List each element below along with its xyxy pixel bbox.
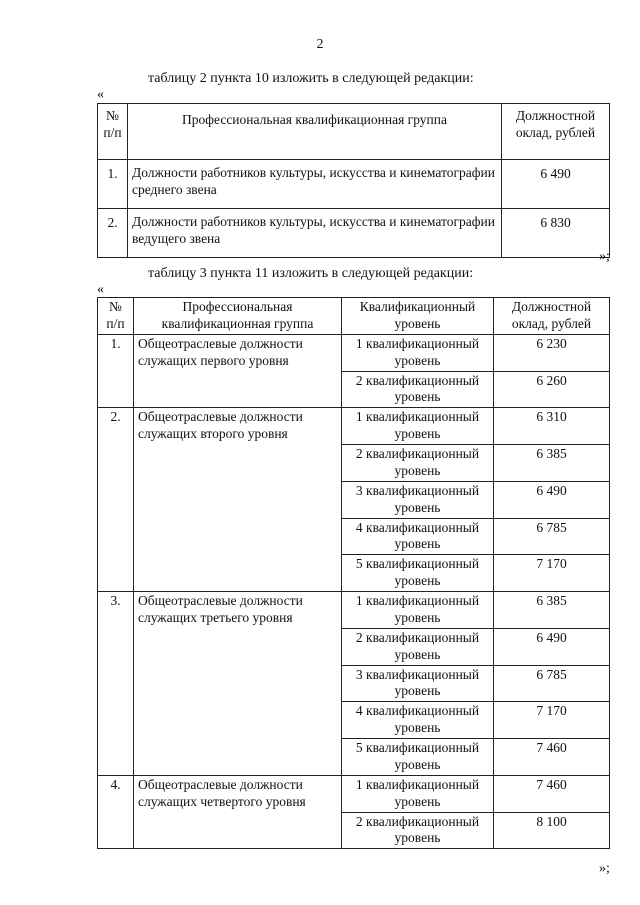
close-quote-table2: »; [599,249,610,264]
table3-header-num: № п/п [98,298,134,335]
table3-header-row [98,298,610,335]
table3-cell-level: 5 квалификационный уровень [342,739,494,776]
table2-cell-group: Должности работников культуры, искусства и кинематографии среднего звена [128,160,502,209]
table3-cell-level: 3 квалификационный уровень [342,665,494,702]
table3-cell-num: 3. [98,592,134,776]
table3-cell-level: 1 квалификационный уровень [342,775,494,812]
table3-cell-salary: 7 460 [494,739,610,776]
table-row [98,334,610,371]
table3-cell-level: 3 квалификационный уровень [342,481,494,518]
table3-cell-level: 4 квалификационный уровень [342,518,494,555]
table3-cell-salary: 8 100 [494,812,610,849]
table3-cell-salary: 7 170 [494,702,610,739]
close-quote-table3: »; [599,861,610,876]
table3 [97,297,610,849]
table3-cell-level: 1 квалификационный уровень [342,408,494,445]
table3-cell-salary: 7 170 [494,555,610,592]
table3-cell-group: Общеотраслевые должности служащих второго уровня [134,408,342,592]
table3-cell-salary: 7 460 [494,775,610,812]
table3-cell-level: 4 квалификационный уровень [342,702,494,739]
table2 [97,103,610,258]
table2-header-num: № п/п [98,104,128,160]
table2-cell-group: Должности работников культуры, искусства и кинематографии ведущего звена [128,209,502,258]
table3-cell-group: Общеотраслевые должности служащих четвертого уровня [134,775,342,849]
table3-header-group: Профессиональная квалификационная группа [134,298,342,335]
table2-header-salary: Должностной оклад, рублей [502,104,610,160]
table-row [98,160,610,209]
table3-header-level: Квалификационный уровень [342,298,494,335]
table3-cell-level: 1 квалификационный уровень [342,592,494,629]
table3-cell-level: 1 квалификационный уровень [342,334,494,371]
open-quote-table3: « [97,282,104,297]
table-row [98,408,610,445]
table3-cell-group: Общеотраслевые должности служащих третьего уровня [134,592,342,776]
page-number: 2 [316,37,324,52]
table2-cell-num: 2. [98,209,128,258]
table2-cell-salary: 6 830 [502,209,610,258]
table2-cell-salary: 6 490 [502,160,610,209]
table-row [98,209,610,258]
table3-cell-level: 2 квалификационный уровень [342,812,494,849]
table3-cell-num: 1. [98,334,134,408]
table3-cell-salary: 6 490 [494,628,610,665]
table3-cell-salary: 6 490 [494,481,610,518]
table3-cell-num: 4. [98,775,134,849]
open-quote-table2: « [97,87,104,102]
table3-cell-salary: 6 385 [494,592,610,629]
table3-cell-salary: 6 385 [494,445,610,482]
table3-cell-salary: 6 785 [494,665,610,702]
intro-table3: таблицу 3 пункта 11 изложить в следующей редакции: [148,266,474,281]
table3-cell-level: 2 квалификационный уровень [342,371,494,408]
table3-cell-salary: 6 310 [494,408,610,445]
intro-table2: таблицу 2 пункта 10 изложить в следующей редакции: [148,71,474,86]
table3-cell-level: 2 квалификационный уровень [342,445,494,482]
table3-cell-level: 2 квалификационный уровень [342,628,494,665]
table3-cell-salary: 6 230 [494,334,610,371]
table3-cell-num: 2. [98,408,134,592]
table-row [98,592,610,629]
table3-cell-group: Общеотраслевые должности служащих первого уровня [134,334,342,408]
table2-header-group: Профессиональная квалификационная группа [128,104,502,160]
table2-cell-num: 1. [98,160,128,209]
table2-header-row [98,104,610,160]
table-row [98,775,610,812]
table3-cell-level: 5 квалификационный уровень [342,555,494,592]
table3-header-salary: Должностной оклад, рублей [494,298,610,335]
table3-cell-salary: 6 260 [494,371,610,408]
table3-cell-salary: 6 785 [494,518,610,555]
